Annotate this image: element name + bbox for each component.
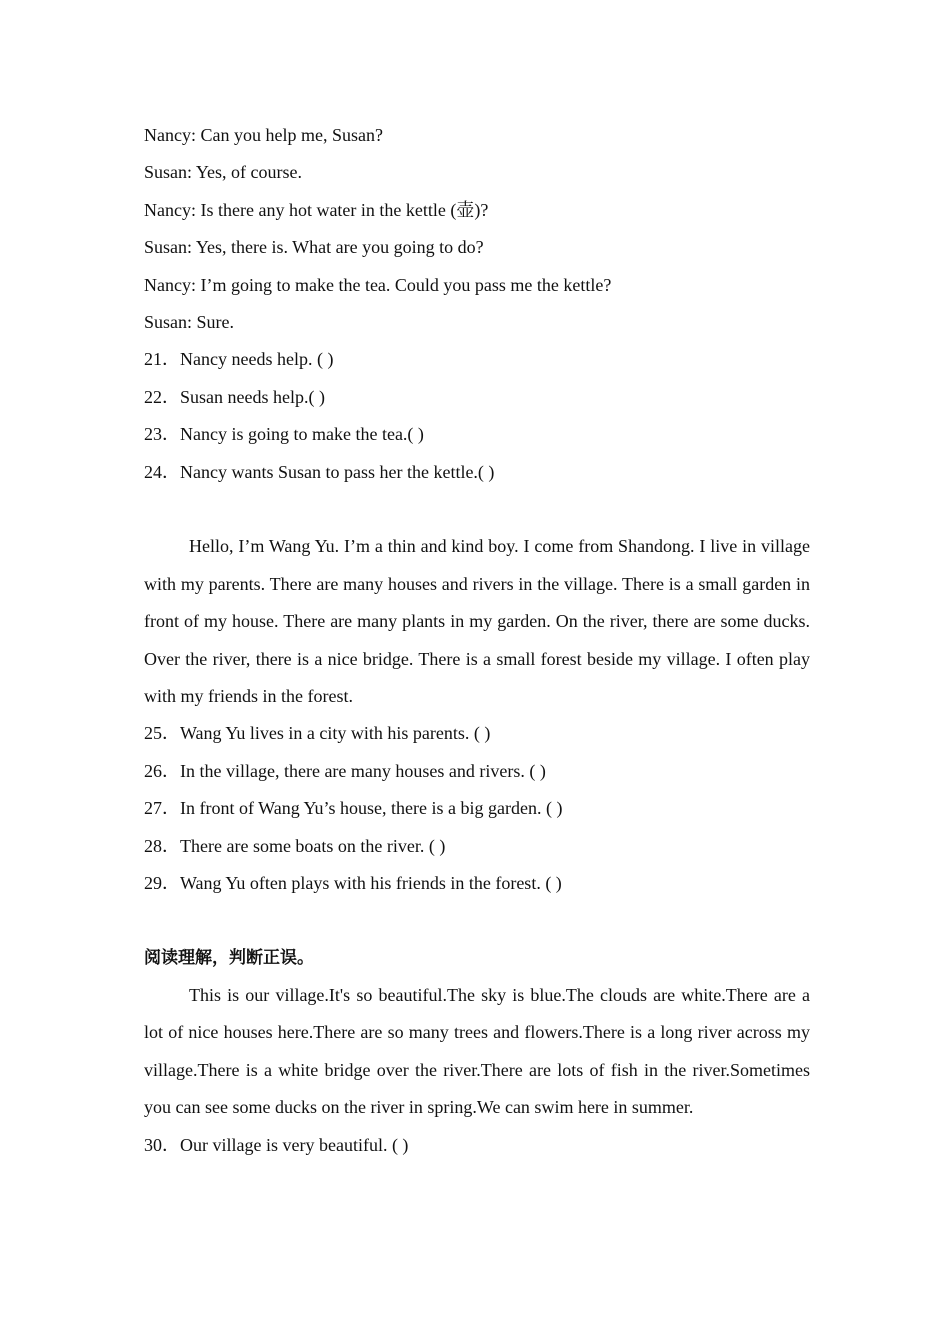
passage-c (144, 977, 810, 1127)
questions-b (144, 715, 810, 902)
dialogue-line: Nancy: I’m going to make the tea. Could you pass me the kettle? (144, 274, 612, 295)
question-item (144, 1127, 810, 1164)
question-item (144, 341, 810, 378)
section-spacer (144, 902, 810, 939)
question-text: In front of Wang Yu’s house, there is a big garden. ( ) (180, 798, 563, 819)
question-item (144, 454, 810, 491)
passage-c-text: This is our village.It's so beautiful.The sky is blue.The clouds are white.There are a lot of nice houses here.There are so many trees and flowers.There is a long river across my village.There is a white bridge over the river.There are lots of fish in the river.Sometimes you can see some ducks on the river in spring.We can swim here in summer. (144, 985, 810, 1118)
question-number: 24． (144, 461, 180, 482)
question-item (144, 828, 810, 865)
question-item (144, 379, 810, 416)
question-text: Nancy is going to make the tea.( ) (180, 424, 424, 445)
dialogue-line: Susan: Yes, there is. What are you going to do? (144, 237, 484, 258)
question-text: There are some boats on the river. ( ) (180, 835, 446, 856)
question-item (144, 753, 810, 790)
passage-b-text: Hello, I’m Wang Yu. I’m a thin and kind boy. I come from Shandong. I live in village with my parents. There are many houses and rivers in the village. There is a small garden in front of my house. There are many plants in my garden. On the river, there are some ducks. Over the river, there is a nice bridge. There is a small forest beside my village. I often play with my friends in the forest. (144, 536, 810, 706)
question-number: 30． (144, 1134, 180, 1155)
question-text: Susan needs help.( ) (180, 386, 325, 407)
section-spacer (144, 491, 810, 528)
question-text: Wang Yu lives in a city with his parents. ( ) (180, 723, 491, 744)
question-text: In the village, there are many houses and rivers. ( ) (180, 760, 546, 781)
dialogue-line: Nancy: Is there any hot water in the kettle (壶)? (144, 199, 489, 220)
question-number: 25． (144, 723, 180, 744)
question-text: Nancy wants Susan to pass her the kettle.( ) (180, 461, 495, 482)
question-number: 23． (144, 424, 180, 445)
dialogue (144, 117, 810, 341)
questions-c (144, 1127, 810, 1164)
question-item (144, 715, 810, 752)
passage-b (144, 528, 810, 715)
question-item (144, 790, 810, 827)
dialogue-line: Nancy: Can you help me, Susan? (144, 125, 383, 145)
question-item (144, 865, 810, 902)
question-item (144, 416, 810, 453)
question-text: Our village is very beautiful. ( ) (180, 1134, 409, 1155)
dialogue-line: Susan: Sure. (144, 311, 234, 332)
question-text: Wang Yu often plays with his friends in the forest. ( ) (180, 872, 562, 893)
question-number: 29． (144, 872, 180, 893)
question-number: 22． (144, 386, 180, 407)
dialogue-line: Susan: Yes, of course. (144, 162, 303, 183)
question-number: 27． (144, 798, 180, 819)
question-number: 28． (144, 835, 180, 856)
document-page (144, 117, 810, 1164)
section-heading: 阅读理解，判断正误。 (144, 947, 314, 968)
question-number: 21． (144, 349, 180, 370)
question-number: 26． (144, 760, 180, 781)
questions-a (144, 341, 810, 491)
question-text: Nancy needs help. ( ) (180, 349, 334, 370)
